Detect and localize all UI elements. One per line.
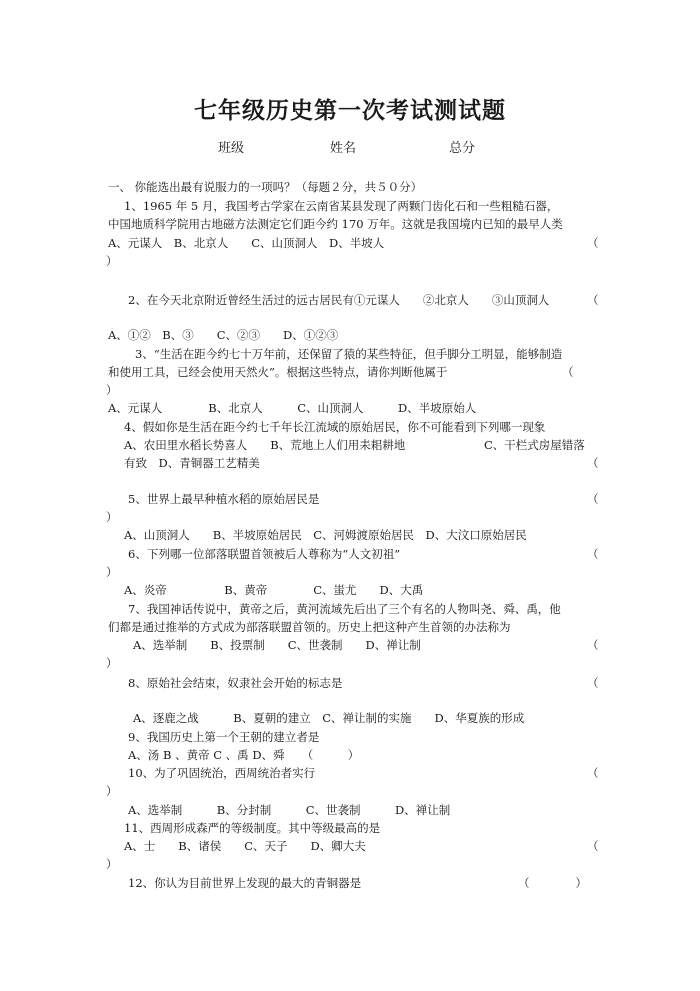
q12-stem: 12、你认为目前世界上发现的最大的青铜器是 [128,876,362,890]
q6-options: A、炎帝 B、黄帝 C、蚩尤 D、大禹 [124,583,424,597]
name-label: 姓名 [330,141,357,156]
q5-paren-close: ） [106,510,118,524]
q8-options: A、逐鹿之战 B、夏朝的建立 C、禅让制的实施 D、华夏族的形成 [133,711,525,725]
q5-stem: 5、世界上最早种植水稻的原始居民是 [128,492,320,506]
q12-answer-blank: （ ） [518,876,587,890]
q3-options: A、元谋人 B、北京人 C、山顶洞人 D、半坡原始人 [108,401,477,415]
q8-paren-open: （ [587,676,599,690]
q11-stem: 11、西周形成森严的等级制度。其中等级最高的是 [124,821,381,835]
q3-paren-close: ） [106,383,118,397]
q3-paren-open: （ [562,365,574,379]
section-heading: 一、 你能选出最有说服力的一项吗？（每题２分，共５０分） [108,180,423,194]
q10-options: A、选举制 B、分封制 C、世袭制 D、禅让制 [128,803,451,817]
q7-paren-open: （ [587,638,599,652]
class-label: 班级 [218,141,245,156]
q10-stem: 10、为了巩固统治，西周统治者实行 [128,766,316,780]
q3-line1: 3、“生活在距今约七十万年前，还保留了猿的某些特征，但手脚分工明显，能够制造 [135,347,563,361]
q4-options-ab: A、农田里水稻长势喜人 B、荒地上人们用耒耜耕地 [124,438,406,452]
q3-line2: 和使用工具，已经会使用天然火”。根据这些特点，请你判断他属于 [108,365,448,379]
q2-options: A、①② B、③ C、②③ D、①②③ [108,328,339,342]
q4-option-c-cont-d: 有致 D、青铜器工艺精美 [124,456,260,470]
q2-paren-open: （ [587,293,599,307]
q4-stem: 4、假如你是生活在距今约七千年长江流域的原始居民，你不可能看到下列哪一现象 [124,420,546,434]
q6-paren-open: （ [587,547,599,561]
score-label: 总分 [449,141,476,156]
q11-paren-open: （ [587,839,599,853]
q5-options: A、山顶洞人 B、半坡原始居民 C、河姆渡原始居民 D、大汶口原始居民 [124,528,527,542]
q7-options: A、选举制 B、投票制 C、世袭制 D、禅让制 [133,638,421,652]
q1-paren-open: （ [587,236,599,250]
q8-stem: 8、原始社会结束，奴隶社会开始的标志是 [128,676,343,690]
q6-stem: 6、下列哪一位部落联盟首领被后人尊称为“人文初祖” [128,547,401,561]
q4-option-c: C、干栏式房屋错落 [484,438,585,452]
q1-paren-close: ） [106,254,118,268]
q1-options: A、元谋人 B、北京人 C、山顶洞人 D、半坡人 [108,236,385,250]
q7-paren-close: ） [106,656,118,670]
q11-paren-close: ） [106,857,118,871]
page-title: 七年级历史第一次考试测试题 [194,97,506,124]
q2-stem: 2、在今天北京附近曾经生活过的远古居民有①元谋人 ②北京人 ③山顶洞人 [128,293,550,307]
q6-paren-close: ） [106,565,118,579]
q10-paren-close: ） [106,784,118,798]
q11-options: A、士 B、诸侯 C、天子 D、卿大夫 [124,839,366,853]
q10-paren-open: （ [587,766,599,780]
q5-paren-open: （ [587,492,599,506]
q4-paren-open: （ [587,456,599,470]
q9-options: A、汤 B 、黄帝 C 、禹 D、舜 （ ） [128,748,360,762]
q9-stem: 9、我国历史上第一个王朝的建立者是 [128,730,320,744]
q7-line1: 7、我国神话传说中，黄帝之后，黄河流域先后出了三个有名的人物叫尧、舜、禹，他 [128,602,561,616]
q7-line2: 们都是通过推举的方式成为部落联盟首领的。历史上把这种产生首领的办法称为 [108,620,511,634]
q1-line1: 1、1965 年 5 月，我国考古学家在云南省某县发现了两颗门齿化石和一些粗糙石器， [124,199,559,213]
q1-line2: 中国地质科学院用古地磁方法测定它们距今约 170 万年。这就是我国境内已知的最早人类 [108,217,563,231]
